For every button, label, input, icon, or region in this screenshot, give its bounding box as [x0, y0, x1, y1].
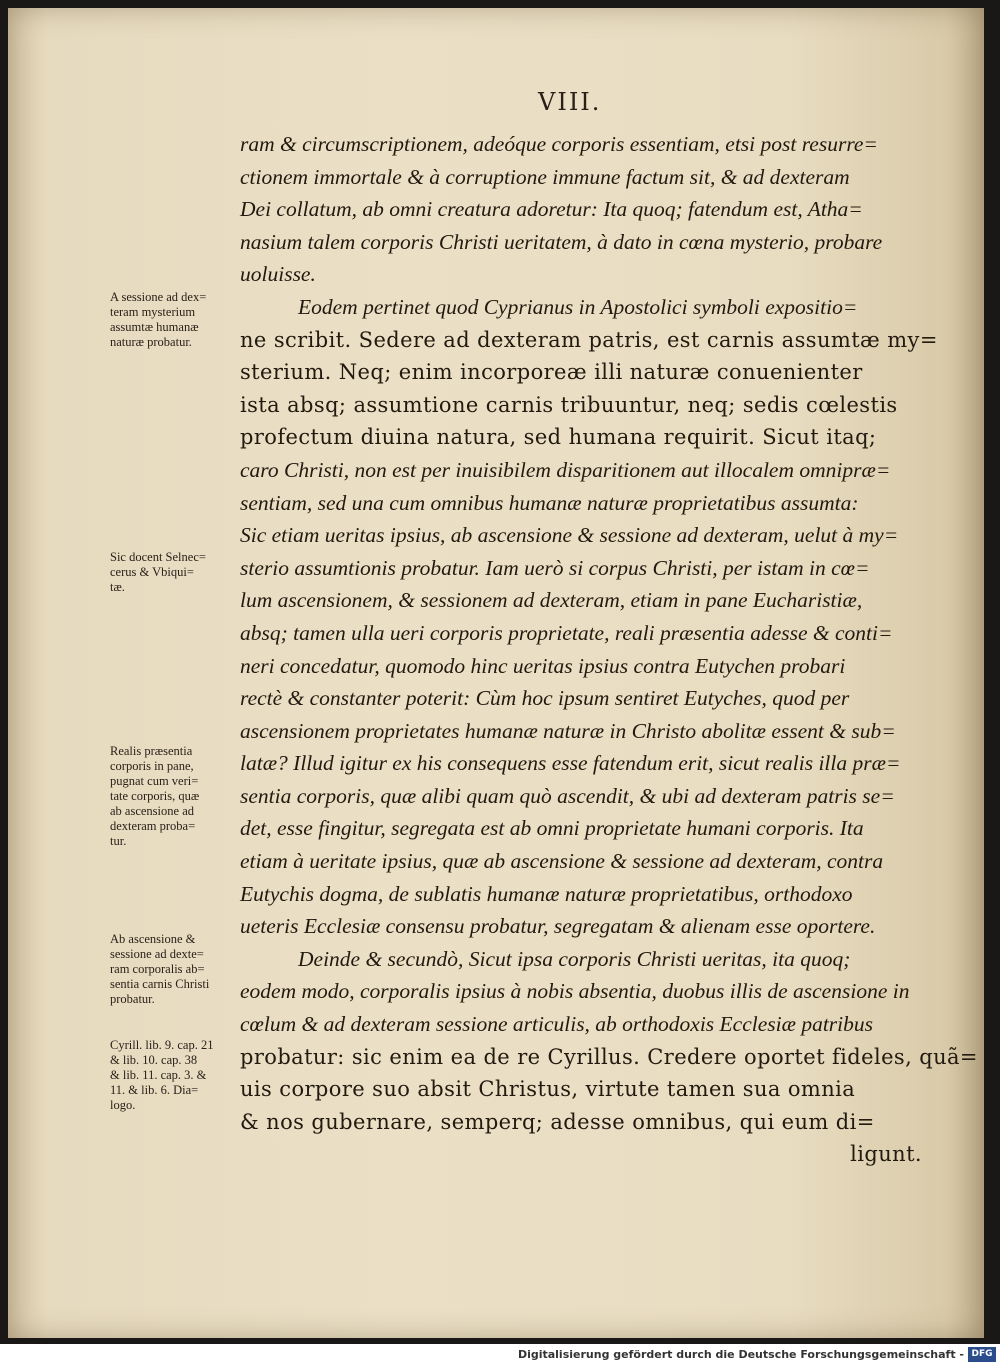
margin-note-line: Cyrill. lib. 9. cap. 21 — [110, 1038, 214, 1052]
margin-note-line: sessione ad dexte= — [110, 947, 204, 961]
margin-note-line: ram corporalis ab= — [110, 962, 205, 976]
text-line: det, esse fingitur, segregata est ab omni proprietate humani corporis. Ita — [240, 816, 864, 841]
margin-note-line: naturæ probatur. — [110, 335, 192, 349]
main-text-block — [240, 128, 978, 1171]
text-line: Eodem pertinet quod Cyprianus in Apostolici symboli expositio= — [298, 294, 858, 319]
text-line: sterium. Neq; enim incorporeæ illi naturæ conuenienter — [240, 360, 863, 385]
text-line: ne scribit. Sedere ad dexteram patris, est carnis assumtæ my= — [240, 327, 938, 352]
text-line: ascensionem proprietates humanæ naturæ in Christo abolitæ essent & sub= — [240, 718, 896, 743]
text-line: rectè & constanter poterit: Cùm hoc ipsum sentiret Eutyches, quod per — [240, 686, 850, 711]
text-line: cœlum & ad dexteram sessione articulis, ab orthodoxis Ecclesiæ patribus — [240, 1012, 874, 1037]
text-line: caro Christi, non est per inuisibilem disparitionem aut illocalem omnipræ= — [240, 457, 891, 482]
text-line: absq; tamen ulla ueri corporis proprietate, reali præsentia adesse & conti= — [240, 620, 893, 645]
margin-note-line: Sic docent Selnec= — [110, 550, 206, 564]
text-line: uoluisse. — [240, 262, 316, 287]
text-line: probatur: sic enim ea de re Cyrillus. Credere oportet fideles, quã= — [240, 1044, 978, 1069]
margin-note-line: corporis in pane, — [110, 759, 194, 773]
funding-notice: Digitalisierung gefördert durch die Deutsche Forschungsgemeinschaft - — [517, 1348, 964, 1361]
text-line: nasium talem corporis Christi ueritatem, à dato in cœna mysterio, probare — [240, 229, 883, 254]
margin-note-line: teram mysterium — [110, 305, 196, 319]
text-line: ueteris Ecclesiæ consensu probatur, segregatam & alienam esse oportere. — [240, 914, 876, 939]
margin-note-line: tæ. — [110, 580, 125, 594]
text-line: sentia corporis, quæ alibi quam quò ascendit, & ubi ad dexteram patris se= — [240, 783, 895, 808]
margin-note-line: tate corporis, quæ — [110, 789, 200, 803]
margin-note-line: Realis præsentia — [110, 744, 193, 758]
margin-note-line: dexteram proba= — [110, 819, 196, 833]
text-line: neri concedatur, quomodo hinc ueritas ipsius contra Eutychen probari — [240, 653, 846, 678]
margin-note-line: sentia carnis Christi — [110, 977, 210, 991]
margin-note-line: & lib. 10. cap. 38 — [110, 1053, 198, 1067]
margin-note-line: pugnat cum veri= — [110, 774, 199, 788]
text-line: ram & circumscriptionem, adeóque corporis essentiam, etsi post resurre= — [240, 132, 878, 156]
margin-note-line: cerus & Vbiqui= — [110, 565, 194, 579]
digitization-footer — [0, 1344, 1000, 1366]
margin-note-line: ab ascensione ad — [110, 804, 194, 818]
margin-note-line: tur. — [110, 834, 127, 848]
text-line: eodem modo, corporalis ipsius à nobis absentia, duobus illis de ascensione in — [240, 979, 910, 1004]
margin-note-line: probatur. — [110, 992, 155, 1006]
margin-note — [110, 744, 260, 849]
text-line: sterio assumtionis probatur. Iam uerò si corpus Christi, per istam in cœ= — [240, 555, 870, 580]
text-line: Sic etiam ueritas ipsius, ab ascensione & sessione ad dexteram, uelut à my= — [240, 523, 899, 548]
margin-note — [110, 932, 260, 1007]
book-page — [8, 8, 984, 1338]
text-line: Dei collatum, ab omni creatura adoretur: Ita quoq; fatendum est, Atha= — [240, 197, 863, 222]
text-line: ctionem immortale & à corruptione immune factum sit, & ad dexteram — [240, 164, 850, 189]
text-line: Eutychis dogma, de sublatis humanæ naturæ proprietatibus, orthodoxo — [240, 881, 853, 906]
text-line: latæ? Illud igitur ex his consequens esse fatendum erit, sicut realis illa præ= — [240, 751, 901, 776]
dfg-logo: DFG — [968, 1347, 996, 1362]
text-line: ligunt. — [850, 1142, 922, 1167]
margin-note-line: 11. & lib. 6. Dia= — [110, 1083, 199, 1097]
text-line: ista absq; assumtione carnis tribuuntur, neq; sedis cœlestis — [240, 392, 898, 417]
margin-note-line: Ab ascensione & — [110, 932, 196, 946]
text-line: & nos gubernare, semperq; adesse omnibus, qui eum di= — [240, 1109, 875, 1134]
text-line: lum ascensionem, & sessionem ad dexteram, etiam in pane Eucharistiæ, — [240, 588, 863, 613]
text-line: sentiam, sed una cum omnibus humanæ naturæ proprietatibus assumta: — [240, 490, 859, 515]
text-line: Deinde & secundò, Sicut ipsa corporis Christi ueritas, ita quoq; — [298, 946, 851, 971]
margin-note-line: assumtæ humanæ — [110, 320, 199, 334]
margin-note — [110, 1038, 260, 1113]
margin-note-line: & lib. 11. cap. 3. & — [110, 1068, 207, 1082]
margin-note-line: logo. — [110, 1098, 136, 1112]
margin-note — [110, 290, 260, 350]
margin-note-line: A sessione ad dex= — [110, 290, 207, 304]
text-line: uis corpore suo absit Christus, virtute tamen sua omnia — [240, 1077, 856, 1102]
text-line: profectum diuina natura, sed humana requirit. Sicut itaq; — [240, 425, 877, 450]
margin-note — [110, 550, 260, 595]
page-number: VIII. — [538, 88, 602, 116]
text-line: etiam à ueritate ipsius, quæ ab ascensione & sessione ad dexteram, contra — [240, 849, 884, 874]
